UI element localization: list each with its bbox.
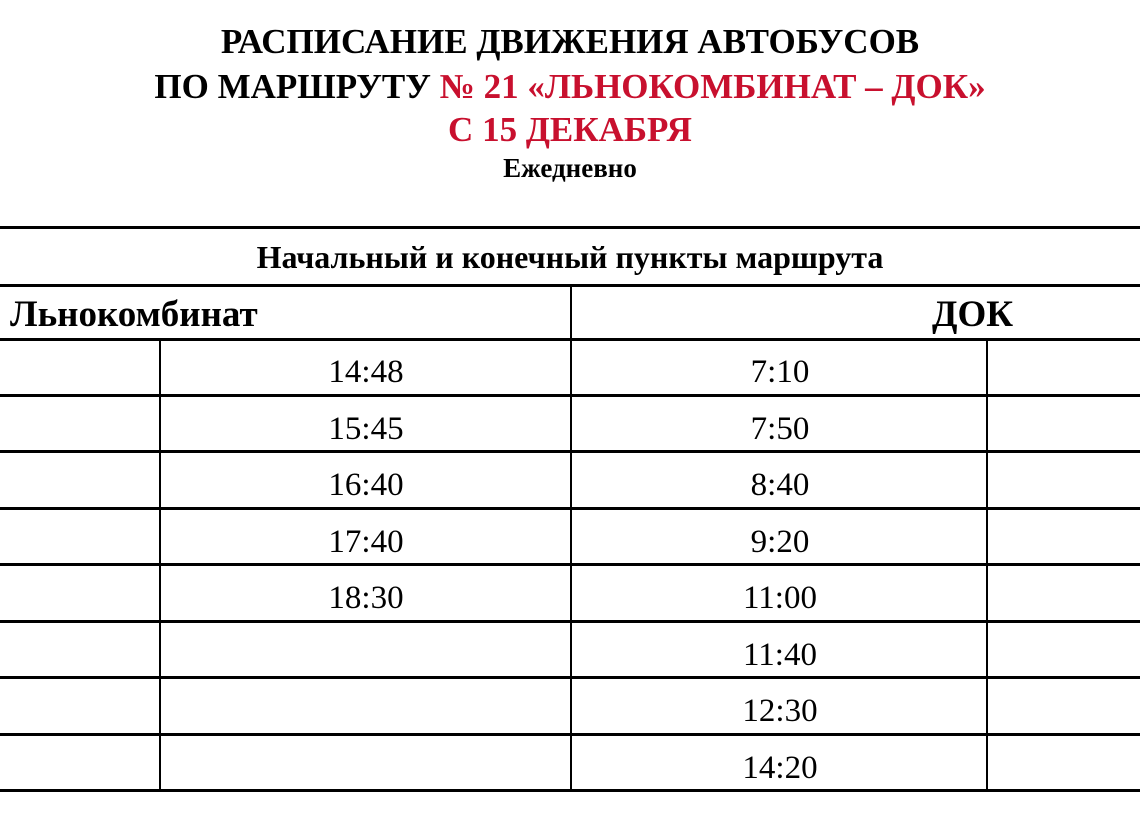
frequency-label: Ежедневно [503, 153, 637, 183]
time-cell-right: 12:30 [742, 693, 818, 729]
time-cell-left [161, 736, 571, 792]
title-line-1: РАСПИСАНИЕ ДВИЖЕНИЯ АВТОБУСОВ [220, 22, 920, 61]
table-top-border [0, 226, 1140, 229]
time-cell-right: 7:10 [750, 354, 810, 390]
time-cell-left: 14:48 [328, 354, 404, 390]
time-cell-left [161, 679, 571, 735]
title-line-2 [0, 67, 1140, 107]
stop-name-lnokombinat: Льнокомбинат [10, 294, 258, 335]
time-cell-left: 15:45 [328, 410, 404, 447]
time-cell-right: 7:50 [750, 410, 810, 447]
time-cell-right: 9:20 [750, 523, 810, 560]
route-name: № 21 «ЛЬНОКОМБИНАТ – ДОК» [439, 67, 986, 106]
time-cell-left: 17:40 [328, 523, 404, 560]
column-divider-left [159, 338, 161, 792]
time-cell-right: 8:40 [750, 467, 810, 503]
time-cell-right: 11:00 [743, 580, 817, 616]
time-cell-right: 14:20 [742, 749, 818, 786]
title-line-2-prefix: ПО МАРШРУТУ [154, 67, 440, 106]
table-header: Начальный и конечный пункты маршрута [256, 239, 884, 275]
column-divider-middle [570, 284, 572, 792]
time-cell-right: 11:40 [743, 636, 817, 673]
time-cell-left [161, 623, 571, 679]
column-divider-right [986, 338, 988, 792]
start-date: С 15 ДЕКАБРЯ [448, 110, 692, 149]
time-cell-left: 18:30 [328, 580, 404, 616]
stop-name-dok: ДОК [932, 294, 1014, 335]
time-cell-left: 16:40 [328, 467, 404, 503]
